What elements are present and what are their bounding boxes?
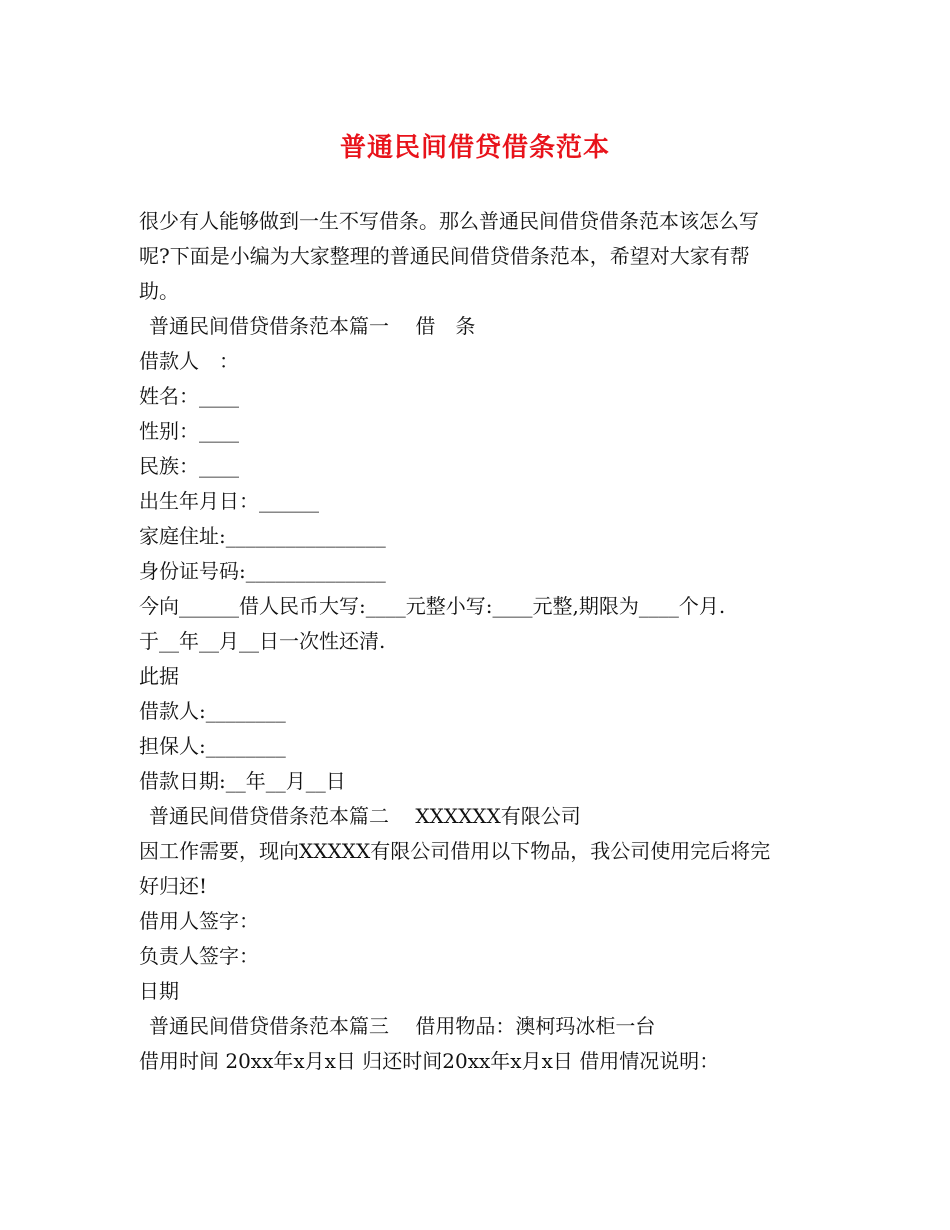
borrower-label: 借款人 ： [139, 349, 239, 373]
intro-line-3: 助。 [139, 279, 179, 303]
ci-ju-line: 此据 [139, 664, 179, 688]
section-heading-3: 普通民间借贷借条范本篇三 借用物品：澳柯玛冰柜一台 [149, 1014, 656, 1038]
address-field: 家庭住址:________________ [139, 524, 386, 548]
document-title: 普通民间借贷借条范本 [339, 133, 610, 163]
id-number-field: 身份证号码:______________ [139, 559, 386, 583]
date-line: 日期 [139, 979, 179, 1003]
section-2-line-1: 因工作需要，现向XXXXX有限公司借用以下物品，我公司使用完后将完 [139, 839, 771, 863]
borrow-time-line: 借用时间 20xx年x月x日 归还时间20xx年x月x日 借用情况说明： [139, 1049, 720, 1073]
borrower-sign-line: 借用人签字： [139, 909, 259, 933]
birthdate-field: 出生年月日：______ [139, 489, 319, 513]
responsible-sign-line: 负责人签字： [139, 944, 259, 968]
loan-amount-line: 今向______借人民币大写:____元整小写:____元整,期限为____个月. [139, 594, 726, 618]
document-body [139, 204, 819, 1079]
intro-line-1: 很少有人能够做到一生不写借条。那么普通民间借贷借条范本该怎么写 [139, 209, 759, 233]
section-heading-2: 普通民间借贷借条范本篇二 XXXXXX有限公司 [149, 804, 581, 828]
name-field: 姓名：____ [139, 384, 239, 408]
gender-field: 性别：____ [139, 419, 239, 443]
ethnicity-field: 民族：____ [139, 454, 239, 478]
section-heading-1: 普通民间借贷借条范本篇一 借 条 [149, 314, 476, 338]
loan-date-field: 借款日期:__年__月__日 [139, 769, 346, 793]
intro-line-2: 呢?下面是小编为大家整理的普通民间借贷借条范本，希望对大家有帮 [139, 244, 750, 268]
guarantor-signature-field: 担保人:________ [139, 734, 286, 758]
repayment-line: 于__年__月__日一次性还清. [139, 629, 386, 653]
section-2-line-2: 好归还! [139, 874, 208, 898]
borrower-signature-field: 借款人:________ [139, 699, 286, 723]
